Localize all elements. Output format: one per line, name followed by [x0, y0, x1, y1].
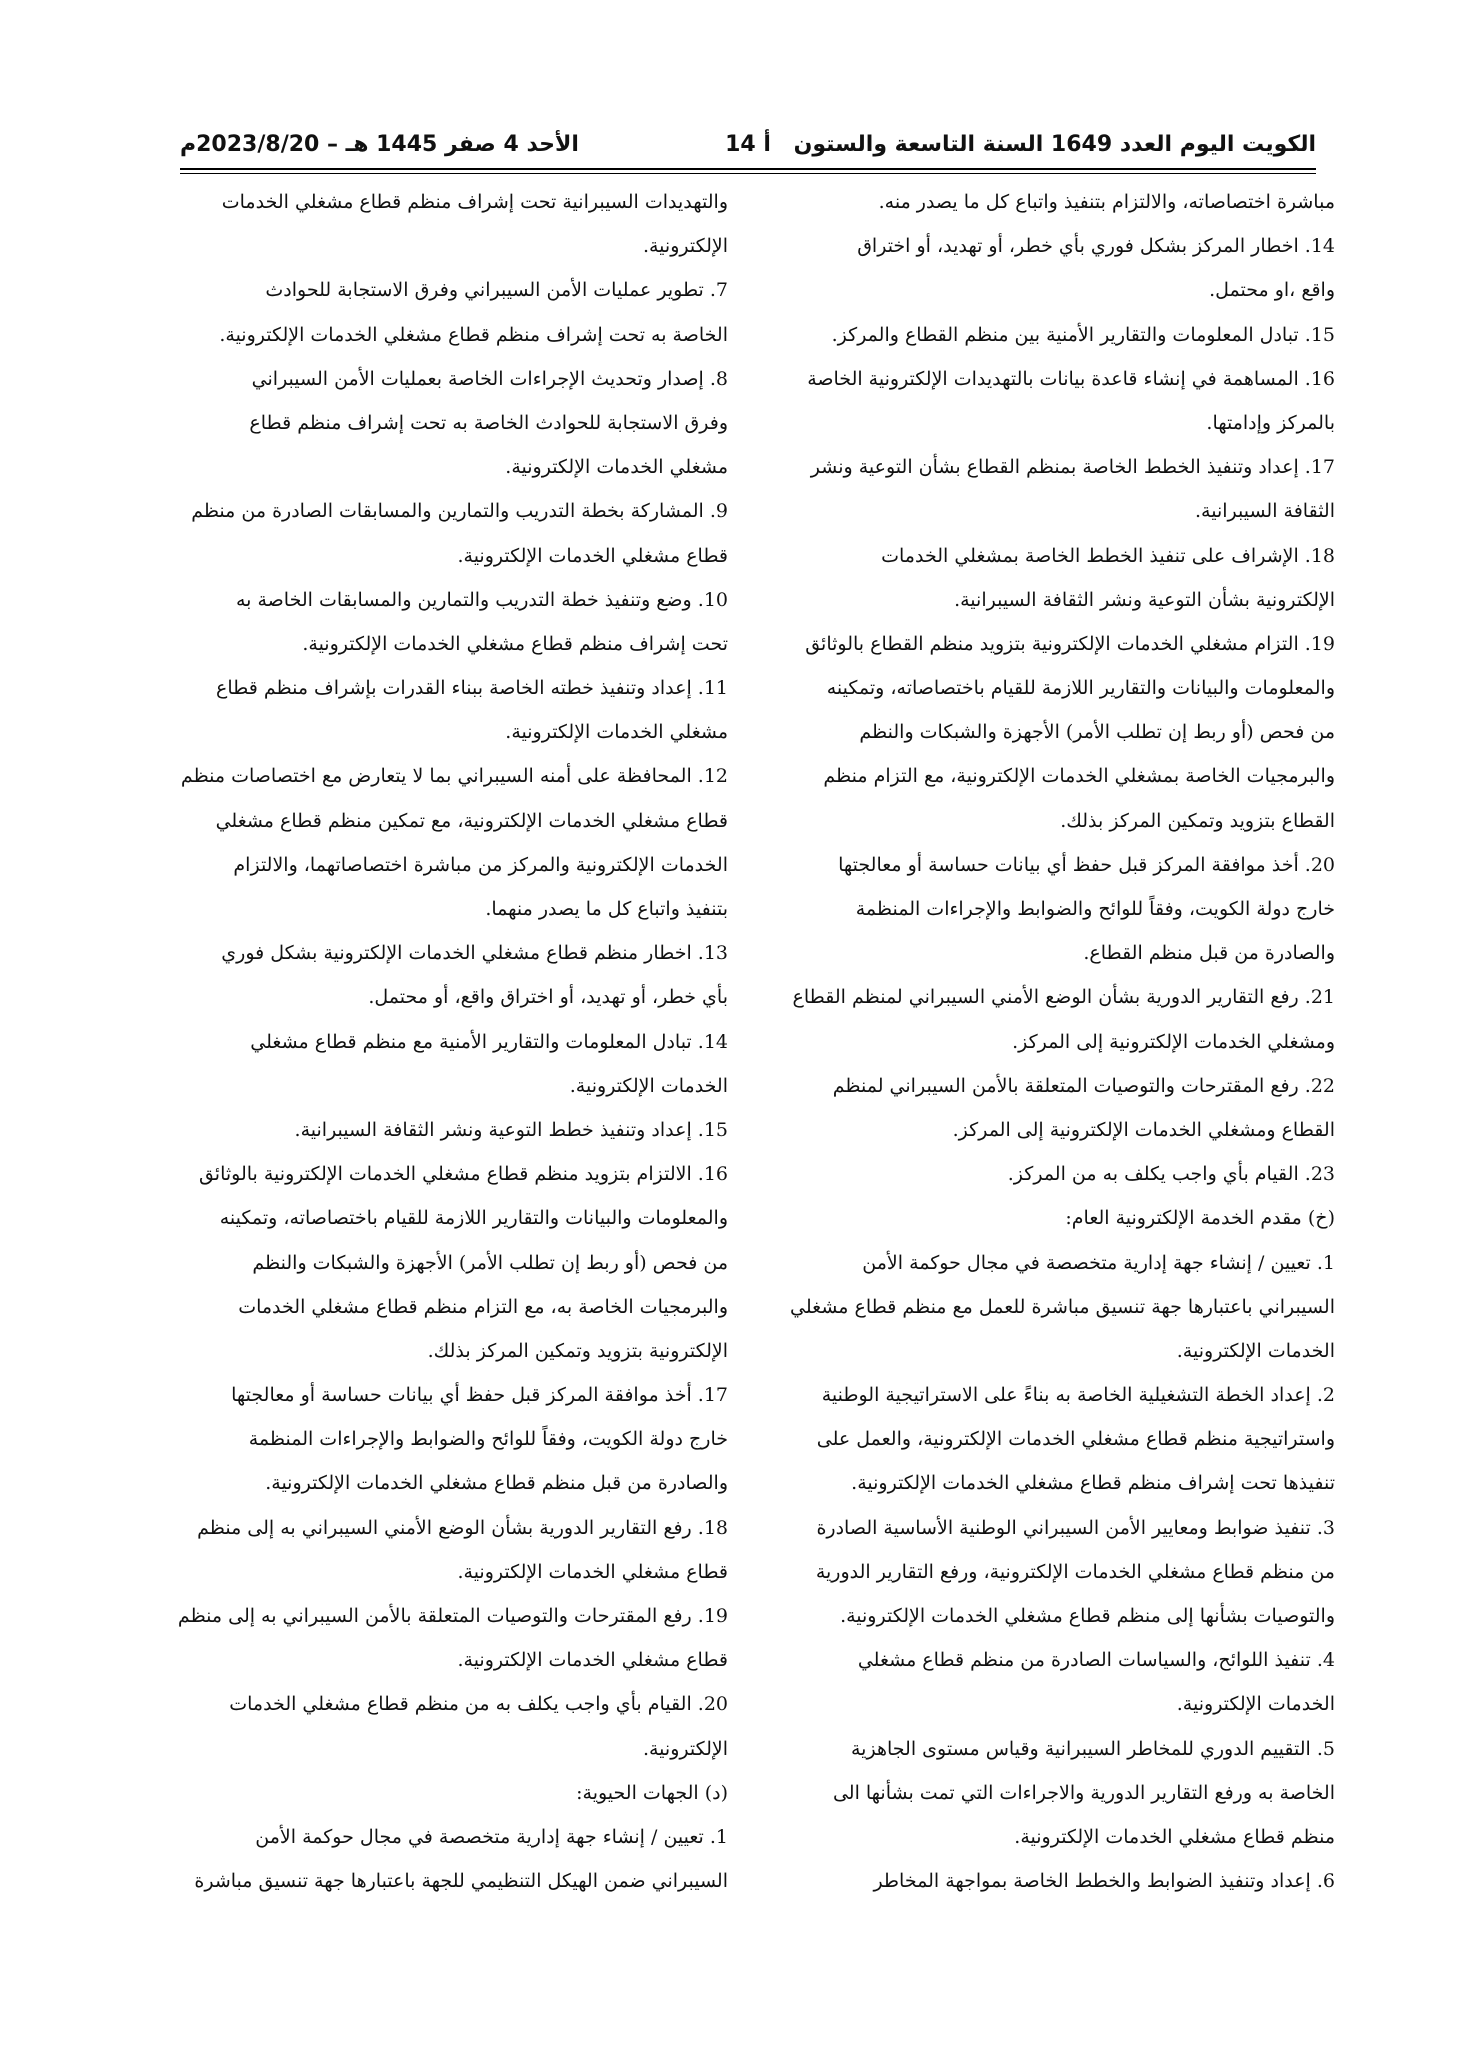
text-line: 14. تبادل المعلومات والتقارير الأمنية مع منظم قطاع مشغلي — [250, 1030, 728, 1053]
text-line: (د) الجهات الحيوية: — [576, 1781, 728, 1804]
text-line: 1. تعيين / إنشاء جهة إدارية متخصصة في مجال حوكمة الأمن — [255, 1825, 728, 1848]
text-line: 4. تنفيذ اللوائح، والسياسات الصادرة من منظم قطاع مشغلي — [857, 1649, 1335, 1672]
text-line: قطاع مشغلي الخدمات الإلكترونية. — [457, 1649, 728, 1672]
text-line: (خ) مقدم الخدمة الإلكترونية العام: — [1065, 1207, 1335, 1230]
text-line: 19. التزام مشغلي الخدمات الإلكترونية بتزويد منظم القطاع بالوثائق — [805, 632, 1335, 655]
text-line: خارج دولة الكويت، وفقاً للوائح والضوابط والإجراءات المنظمة — [248, 1428, 728, 1451]
text-line: 20. أخذ موافقة المركز قبل حفظ أي بيانات حساسة أو معالجتها — [838, 853, 1335, 876]
text-line: والبرمجيات الخاصة بمشغلي الخدمات الإلكترونية، مع التزام منظم — [823, 765, 1335, 788]
text-line: الثقافة السيبرانية. — [1194, 500, 1335, 523]
text-line: 8. إصدار وتحديث الإجراءات الخاصة بعمليات الأمن السيبراني — [251, 367, 728, 390]
text-line: 17. إعداد وتنفيذ الخطط الخاصة بمنظم القطاع بشأن التوعية ونشر — [810, 456, 1335, 479]
header-rule-thin — [180, 173, 1316, 174]
text-line: الخدمات الإلكترونية والمركز من مباشرة اختصاصاتهما، والالتزام — [233, 853, 728, 876]
text-line: الإلكترونية. — [642, 1737, 728, 1760]
text-line: 10. وضع وتنفيذ خطة التدريب والتمارين والمسابقات الخاصة به — [235, 588, 728, 611]
text-line: 20. القيام بأي واجب يكلف به من منظم قطاع مشغلي الخدمات — [229, 1693, 728, 1716]
text-line: الخاصة به ورفع التقارير الدورية والاجراءات التي تمت بشأنها الى — [832, 1781, 1335, 1804]
text-line: 21. رفع التقارير الدورية بشأن الوضع الأمني السيبراني لمنظم القطاع — [792, 986, 1335, 1009]
text-line: تحت إشراف منظم قطاع مشغلي الخدمات الإلكترونية. — [302, 632, 728, 655]
text-line: 15. تبادل المعلومات والتقارير الأمنية بين منظم القطاع والمركز. — [831, 323, 1335, 346]
text-line: السيبراني باعتبارها جهة تنسيق مباشرة للعمل مع منظم قطاع مشغلي — [790, 1295, 1335, 1318]
text-line: 1. تعيين / إنشاء جهة إدارية متخصصة في مجال حوكمة الأمن — [862, 1251, 1335, 1274]
text-line: 5. التقييم الدوري للمخاطر السيبرانية وقياس مستوى الجاهزية — [851, 1737, 1335, 1760]
text-line: 2. إعداد الخطة التشغيلية الخاصة به بناءً على الاستراتيجية الوطنية — [821, 1384, 1335, 1407]
text-line: 17. أخذ موافقة المركز قبل حفظ أي بيانات حساسة أو معالجتها — [231, 1384, 728, 1407]
text-line: 3. تنفيذ ضوابط ومعايير الأمن السيبراني الوطنية الأساسية الصادرة — [816, 1516, 1335, 1539]
text-line: خارج دولة الكويت، وفقاً للوائح والضوابط والإجراءات المنظمة — [855, 898, 1335, 920]
text-line: والتهديدات السيبرانية تحت إشراف منظم قطاع مشغلي الخدمات — [221, 191, 728, 213]
text-line: 9. المشاركة بخطة التدريب والتمارين والمسابقات الصادرة من منظم — [191, 500, 728, 523]
text-line: الخدمات الإلكترونية. — [569, 1074, 728, 1097]
text-line: القطاع بتزويد وتمكين المركز بذلك. — [1060, 809, 1335, 832]
text-line: 15. إعداد وتنفيذ خطط التوعية ونشر الثقافة السيبرانية. — [294, 1118, 728, 1141]
text-line: من منظم قطاع مشغلي الخدمات الإلكترونية، ورفع التقارير الدورية — [815, 1560, 1335, 1583]
text-line: والصادرة من قبل منظم قطاع مشغلي الخدمات الإلكترونية. — [265, 1472, 728, 1495]
text-line: السيبراني ضمن الهيكل التنظيمي للجهة باعتبارها جهة تنسيق مباشرة — [194, 1870, 728, 1893]
text-line: الخدمات الإلكترونية. — [1176, 1339, 1335, 1362]
text-line: 22. رفع المقترحات والتوصيات المتعلقة بالأمن السيبراني لمنظم — [832, 1074, 1335, 1097]
text-line: واقع ،او محتمل. — [1209, 279, 1335, 302]
text-line: قطاع مشغلي الخدمات الإلكترونية، مع تمكين منظم قطاع مشغلي — [215, 809, 728, 832]
text-line: بالمركز وإدامتها. — [1206, 411, 1335, 434]
text-line: قطاع مشغلي الخدمات الإلكترونية. — [457, 1560, 728, 1583]
text-line: 19. رفع المقترحات والتوصيات المتعلقة بالأمن السيبراني به إلى منظم — [177, 1605, 728, 1627]
text-line: مباشرة اختصاصاته، والالتزام بتنفيذ واتباع كل ما يصدر منه. — [878, 191, 1335, 213]
text-line: 13. اخطار منظم قطاع مشغلي الخدمات الإلكترونية بشكل فوري — [221, 942, 728, 965]
header-issue-info: الكويت اليوم العدد 1649 السنة التاسعة والستون — [793, 131, 1316, 157]
text-line: من فحص (أو ربط إن تطلب الأمر) الأجهزة والشبكات والنظم — [252, 1251, 728, 1274]
text-line: القطاع ومشغلي الخدمات الإلكترونية إلى المركز. — [952, 1118, 1335, 1141]
text-line: والتوصيات بشأنها إلى منظم قطاع مشغلي الخدمات الإلكترونية. — [840, 1605, 1335, 1627]
text-line: الإلكترونية بتزويد وتمكين المركز بذلك. — [427, 1339, 728, 1362]
right-column — [757, 180, 1335, 1903]
text-line: مشغلي الخدمات الإلكترونية. — [505, 721, 728, 744]
text-line: واستراتيجية منظم قطاع مشغلي الخدمات الإلكترونية، والعمل على — [816, 1428, 1335, 1451]
left-column — [150, 180, 728, 1903]
text-line: قطاع مشغلي الخدمات الإلكترونية. — [457, 544, 728, 567]
text-line: 16. المساهمة في إنشاء قاعدة بيانات بالتهديدات الإلكترونية الخاصة — [807, 367, 1335, 390]
header-rule — [180, 168, 1316, 170]
text-line: 7. تطوير عمليات الأمن السيبراني وفرق الاستجابة للحوادث — [265, 279, 728, 302]
text-line: 23. القيام بأي واجب يكلف به من المركز. — [1007, 1163, 1335, 1186]
text-line: الخاصة به تحت إشراف منظم قطاع مشغلي الخدمات الإلكترونية. — [219, 323, 728, 346]
text-line: والصادرة من قبل منظم القطاع. — [1083, 942, 1335, 965]
text-line: مشغلي الخدمات الإلكترونية. — [505, 456, 728, 479]
text-line: 11. إعداد وتنفيذ خطته الخاصة ببناء القدرات بإشراف منظم قطاع — [216, 677, 728, 700]
text-line: تنفيذها تحت إشراف منظم قطاع مشغلي الخدمات الإلكترونية. — [851, 1472, 1335, 1495]
text-line: 6. إعداد وتنفيذ الضوابط والخطط الخاصة بمواجهة المخاطر — [873, 1870, 1335, 1893]
text-line: الإلكترونية. — [642, 235, 728, 258]
text-line: 18. رفع التقارير الدورية بشأن الوضع الأمني السيبراني به إلى منظم — [197, 1516, 728, 1539]
text-line: بأي خطر، أو تهديد، أو اختراق واقع، أو محتمل. — [368, 986, 728, 1009]
text-line: من فحص (أو ربط إن تطلب الأمر) الأجهزة والشبكات والنظم — [859, 721, 1335, 744]
text-line: 16. الالتزام بتزويد منظم قطاع مشغلي الخدمات الإلكترونية بالوثائق — [198, 1163, 728, 1186]
text-line: الخدمات الإلكترونية. — [1176, 1693, 1335, 1716]
text-line: بتنفيذ واتباع كل ما يصدر منهما. — [485, 898, 728, 920]
text-line: والبرمجيات الخاصة به، مع التزام منظم قطاع مشغلي الخدمات — [238, 1295, 728, 1318]
text-line: الإلكترونية بشأن التوعية ونشر الثقافة السيبرانية. — [954, 588, 1335, 611]
text-line: منظم قطاع مشغلي الخدمات الإلكترونية. — [1014, 1825, 1335, 1848]
text-line: وفرق الاستجابة للحوادث الخاصة به تحت إشراف منظم قطاع — [249, 411, 728, 434]
header-date: الأحد 4 صفر 1445 هـ – 2023/8/20م — [180, 131, 579, 157]
text-line: 14. اخطار المركز بشكل فوري بأي خطر، أو تهديد، أو اختراق — [857, 235, 1335, 258]
text-line: 12. المحافظة على أمنه السيبراني بما لا يتعارض مع اختصاصات منظم — [180, 765, 728, 788]
text-line: والمعلومات والبيانات والتقارير اللازمة للقيام باختصاصاته، وتمكينه — [826, 677, 1335, 700]
header-page-number: أ 14 — [725, 131, 771, 157]
page-header — [180, 118, 1316, 170]
text-line: 18. الإشراف على تنفيذ الخطط الخاصة بمشغلي الخدمات — [881, 544, 1335, 567]
text-line: والمعلومات والبيانات والتقارير اللازمة للقيام باختصاصاته، وتمكينه — [219, 1207, 728, 1230]
text-line: ومشغلي الخدمات الإلكترونية إلى المركز. — [1012, 1030, 1335, 1053]
